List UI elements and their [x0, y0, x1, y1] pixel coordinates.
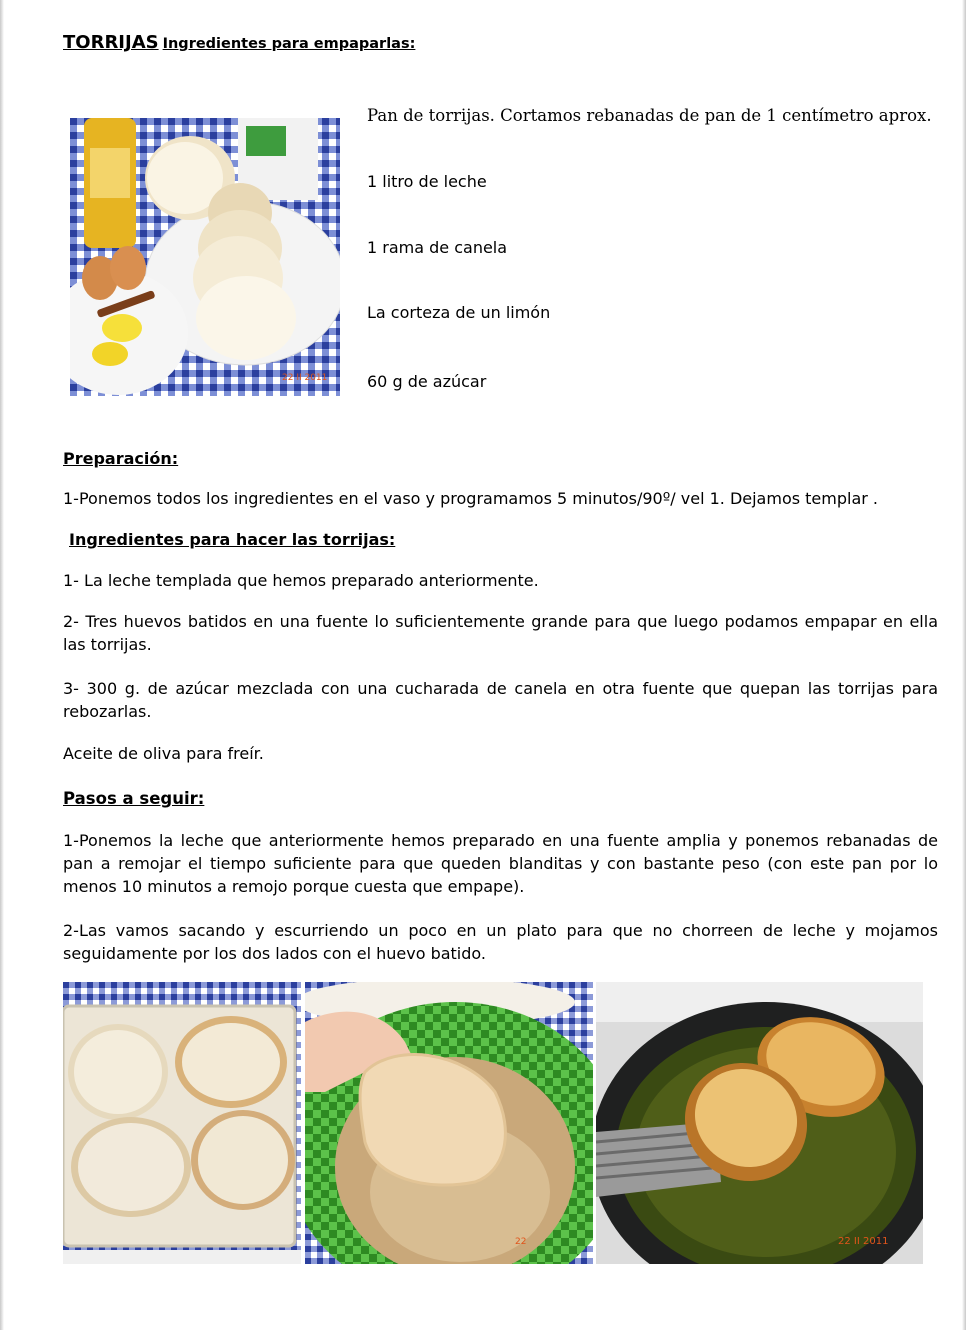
ingredients-soak-heading: Ingredientes para empaparlas:: [162, 36, 416, 52]
ingredients-photo: [70, 118, 340, 396]
page-title: [63, 32, 415, 53]
ingredient-lemon-peel: La corteza de un limón: [367, 303, 551, 322]
preparation-heading: Preparación:: [63, 449, 179, 468]
ingredient-sugar: 60 g de azúcar: [367, 372, 487, 391]
step-item: 1-Ponemos la leche que anteriormente hemos preparado en una fuente amplia y ponemos rebanadas de pan a remojar el tiempo suficiente para que queden blanditas y con bastante peso (con este pan por lo menos 10 minutos a remojo porque cuesta que empape).: [63, 831, 938, 896]
ingredients-fry-item: Aceite de oliva para freír.: [63, 744, 264, 763]
preparation-step: 1-Ponemos todos los ingredientes en el vaso y programamos 5 minutos/90º/ vel 1. Dejamos templar .: [63, 489, 879, 508]
page-right-edge: [962, 0, 966, 1330]
frying-photo: [596, 982, 923, 1264]
soaking-bread-photo: [63, 982, 301, 1264]
svg-text:22: 22: [515, 1237, 527, 1247]
page-left-edge: [0, 0, 4, 1330]
ingredients-fry-heading: Ingredientes para hacer las torrijas:: [69, 530, 396, 549]
steps-heading: Pasos a seguir:: [63, 789, 205, 808]
ingredients-fry-item: 2- Tres huevos batidos en una fuente lo suficientemente grande para que luego podamos empapar en ella las torrijas.: [63, 612, 938, 654]
step-item: 2-Las vamos sacando y escurriendo un poco en un plato para que no chorreen de leche y mojamos seguidamente por los dos lados con el huevo batido.: [63, 921, 938, 963]
ingredients-fry-item: 3- 300 g. de azúcar mezclada con una cucharada de canela en otra fuente que quepan las torrijas para rebozarlas.: [63, 679, 938, 721]
ingredients-fry-item: 1- La leche templada que hemos preparado anteriormente.: [63, 571, 539, 590]
ingredient-milk: 1 litro de leche: [367, 172, 487, 191]
recipe-title: TORRIJAS: [63, 32, 159, 53]
egg-dipping-photo: [305, 982, 593, 1264]
frying-photo-date: 22 II 2011: [838, 1236, 889, 1247]
ingredient-cinnamon: 1 rama de canela: [367, 238, 508, 257]
ingredient-bread: Pan de torrijas. Cortamos rebanadas de pan de 1 centímetro aprox.: [367, 106, 932, 125]
ingredients-photo-date: 22 II 2011: [282, 373, 328, 383]
